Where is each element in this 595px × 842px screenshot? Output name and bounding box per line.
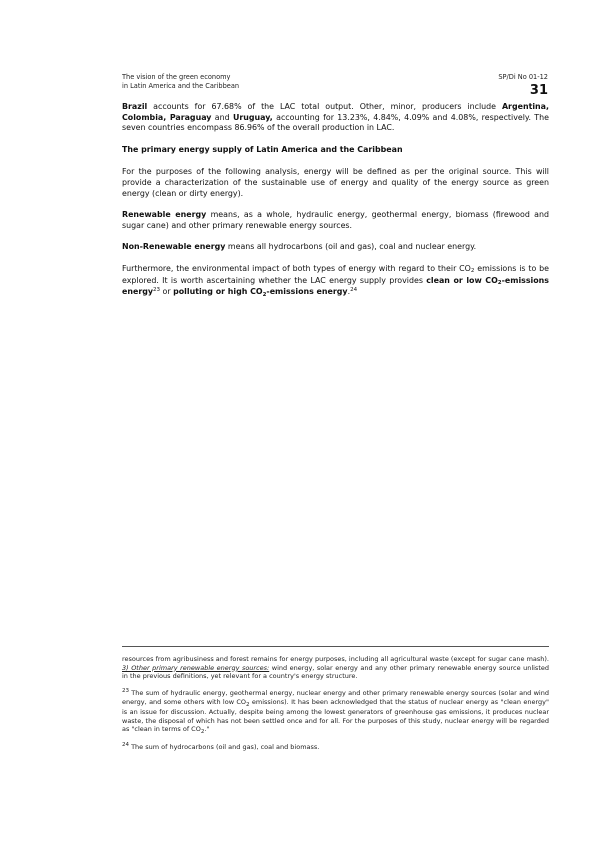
footnotes xyxy=(122,655,549,760)
footnote-separator xyxy=(122,646,549,647)
paragraph-definition: For the purposes of the following analysis, energy will be defined as per the original source. This will provide a characterization of the sustainable use of energy and quality of the energy source as green energy (clean or dirty energy). xyxy=(122,167,549,198)
text-span: and xyxy=(211,112,233,122)
footnote-ref-23[interactable]: 23 xyxy=(153,287,161,294)
country-uruguay: Uruguay, xyxy=(232,112,273,122)
footnote-continuation xyxy=(122,655,549,681)
section-title: The primary energy supply of Latin America and the Caribbean xyxy=(122,144,403,154)
text-span: The sum of hydrocarbons (oil and gas), coal and biomass. xyxy=(129,742,320,751)
running-header-title xyxy=(122,73,239,90)
body-text xyxy=(122,102,549,310)
subscript: 2 xyxy=(470,268,475,275)
header-line-2: in Latin America and the Caribbean xyxy=(122,81,240,90)
text-span: -emissions energy xyxy=(266,287,348,297)
term-polluting-energy xyxy=(173,287,347,296)
paragraph-non-renewable xyxy=(122,242,549,253)
text-span: Furthermore, the environmental impact of both types of energy with regard to their CO xyxy=(122,263,471,273)
text-span: The sum of hydraulic energy, geothermal energy, nuclear energy and other primary renewable energy sources (solar and wind energy, and some others with low CO xyxy=(122,688,549,707)
text-span: accounts for 67.68% of the LAC total output. Other, minor, producers include xyxy=(147,102,502,111)
page-number: 31 xyxy=(529,83,548,98)
text-span: emissions). It has been acknowledged that the status of nuclear energy as "clean energy" is an issue for discussion. Actually, despite being among the lowest generators of greenhouse gas emissions, it produces nuclear waste, the disposal of which has not been settled once and for all. For the purposes of this study, nuclear energy will be regarded as "clean in terms of CO xyxy=(122,698,549,734)
text-span: . xyxy=(347,287,351,297)
text-span: clean or low CO xyxy=(426,275,498,285)
subscript: 2 xyxy=(200,728,205,735)
text-span: accounting for 13.23%, 4.84%, 4.09% and 4.08%, respectively. The seven countries encompass 86.96% of the overall production in LAC. xyxy=(122,112,549,133)
text-span: -emissions energy xyxy=(122,275,549,297)
subscript: 2 xyxy=(246,701,250,708)
text-span: wind energy, solar energy and any other primary renewable energy source unlisted in the previous definitions, yet relevant for a country's energy structure. xyxy=(122,663,549,681)
country-brazil: Brazil xyxy=(122,102,148,111)
footnote-ref-24[interactable]: 24 xyxy=(350,287,358,294)
paragraph-renewable xyxy=(122,210,549,231)
footnote-mark: 24 xyxy=(122,741,129,748)
paragraph-emissions xyxy=(122,264,549,299)
header-line-1: The vision of the green economy xyxy=(122,73,231,81)
footnote-23 xyxy=(122,689,549,735)
text-span: ." xyxy=(204,725,210,734)
text-span: resources from agribusiness and forest remains for energy purposes, including all agricultural waste (except for sugar cane mash). xyxy=(122,655,549,663)
document-id: SP/Di No 01-12 xyxy=(498,73,548,81)
text-span: means all hydrocarbons (oil and gas), coal and nuclear energy. xyxy=(225,242,477,252)
footnote-mark: 23 xyxy=(122,687,129,694)
text-span: or xyxy=(160,287,174,297)
text-span: polluting or high CO xyxy=(173,287,263,297)
footnote-24 xyxy=(122,743,549,753)
underlined-term: 3) Other primary renewable energy sources: xyxy=(122,663,270,672)
term-renewable: Renewable energy xyxy=(122,210,207,220)
term-non-renewable: Non-Renewable energy xyxy=(122,242,226,252)
text-span: means, as a whole, hydraulic energy, geothermal energy, biomass (firewood and sugar cane) and other primary renewable energy sources. xyxy=(122,210,549,230)
text-span: emissions is to be explored. It is worth ascertaining whether the LAC energy supply provides xyxy=(122,263,549,285)
subscript: 2 xyxy=(262,291,267,298)
paragraph-production xyxy=(122,102,549,134)
subscript: 2 xyxy=(497,280,502,287)
running-header-right xyxy=(498,73,548,98)
countries-list: Argentina, Colombia, Paraguay xyxy=(122,102,549,122)
